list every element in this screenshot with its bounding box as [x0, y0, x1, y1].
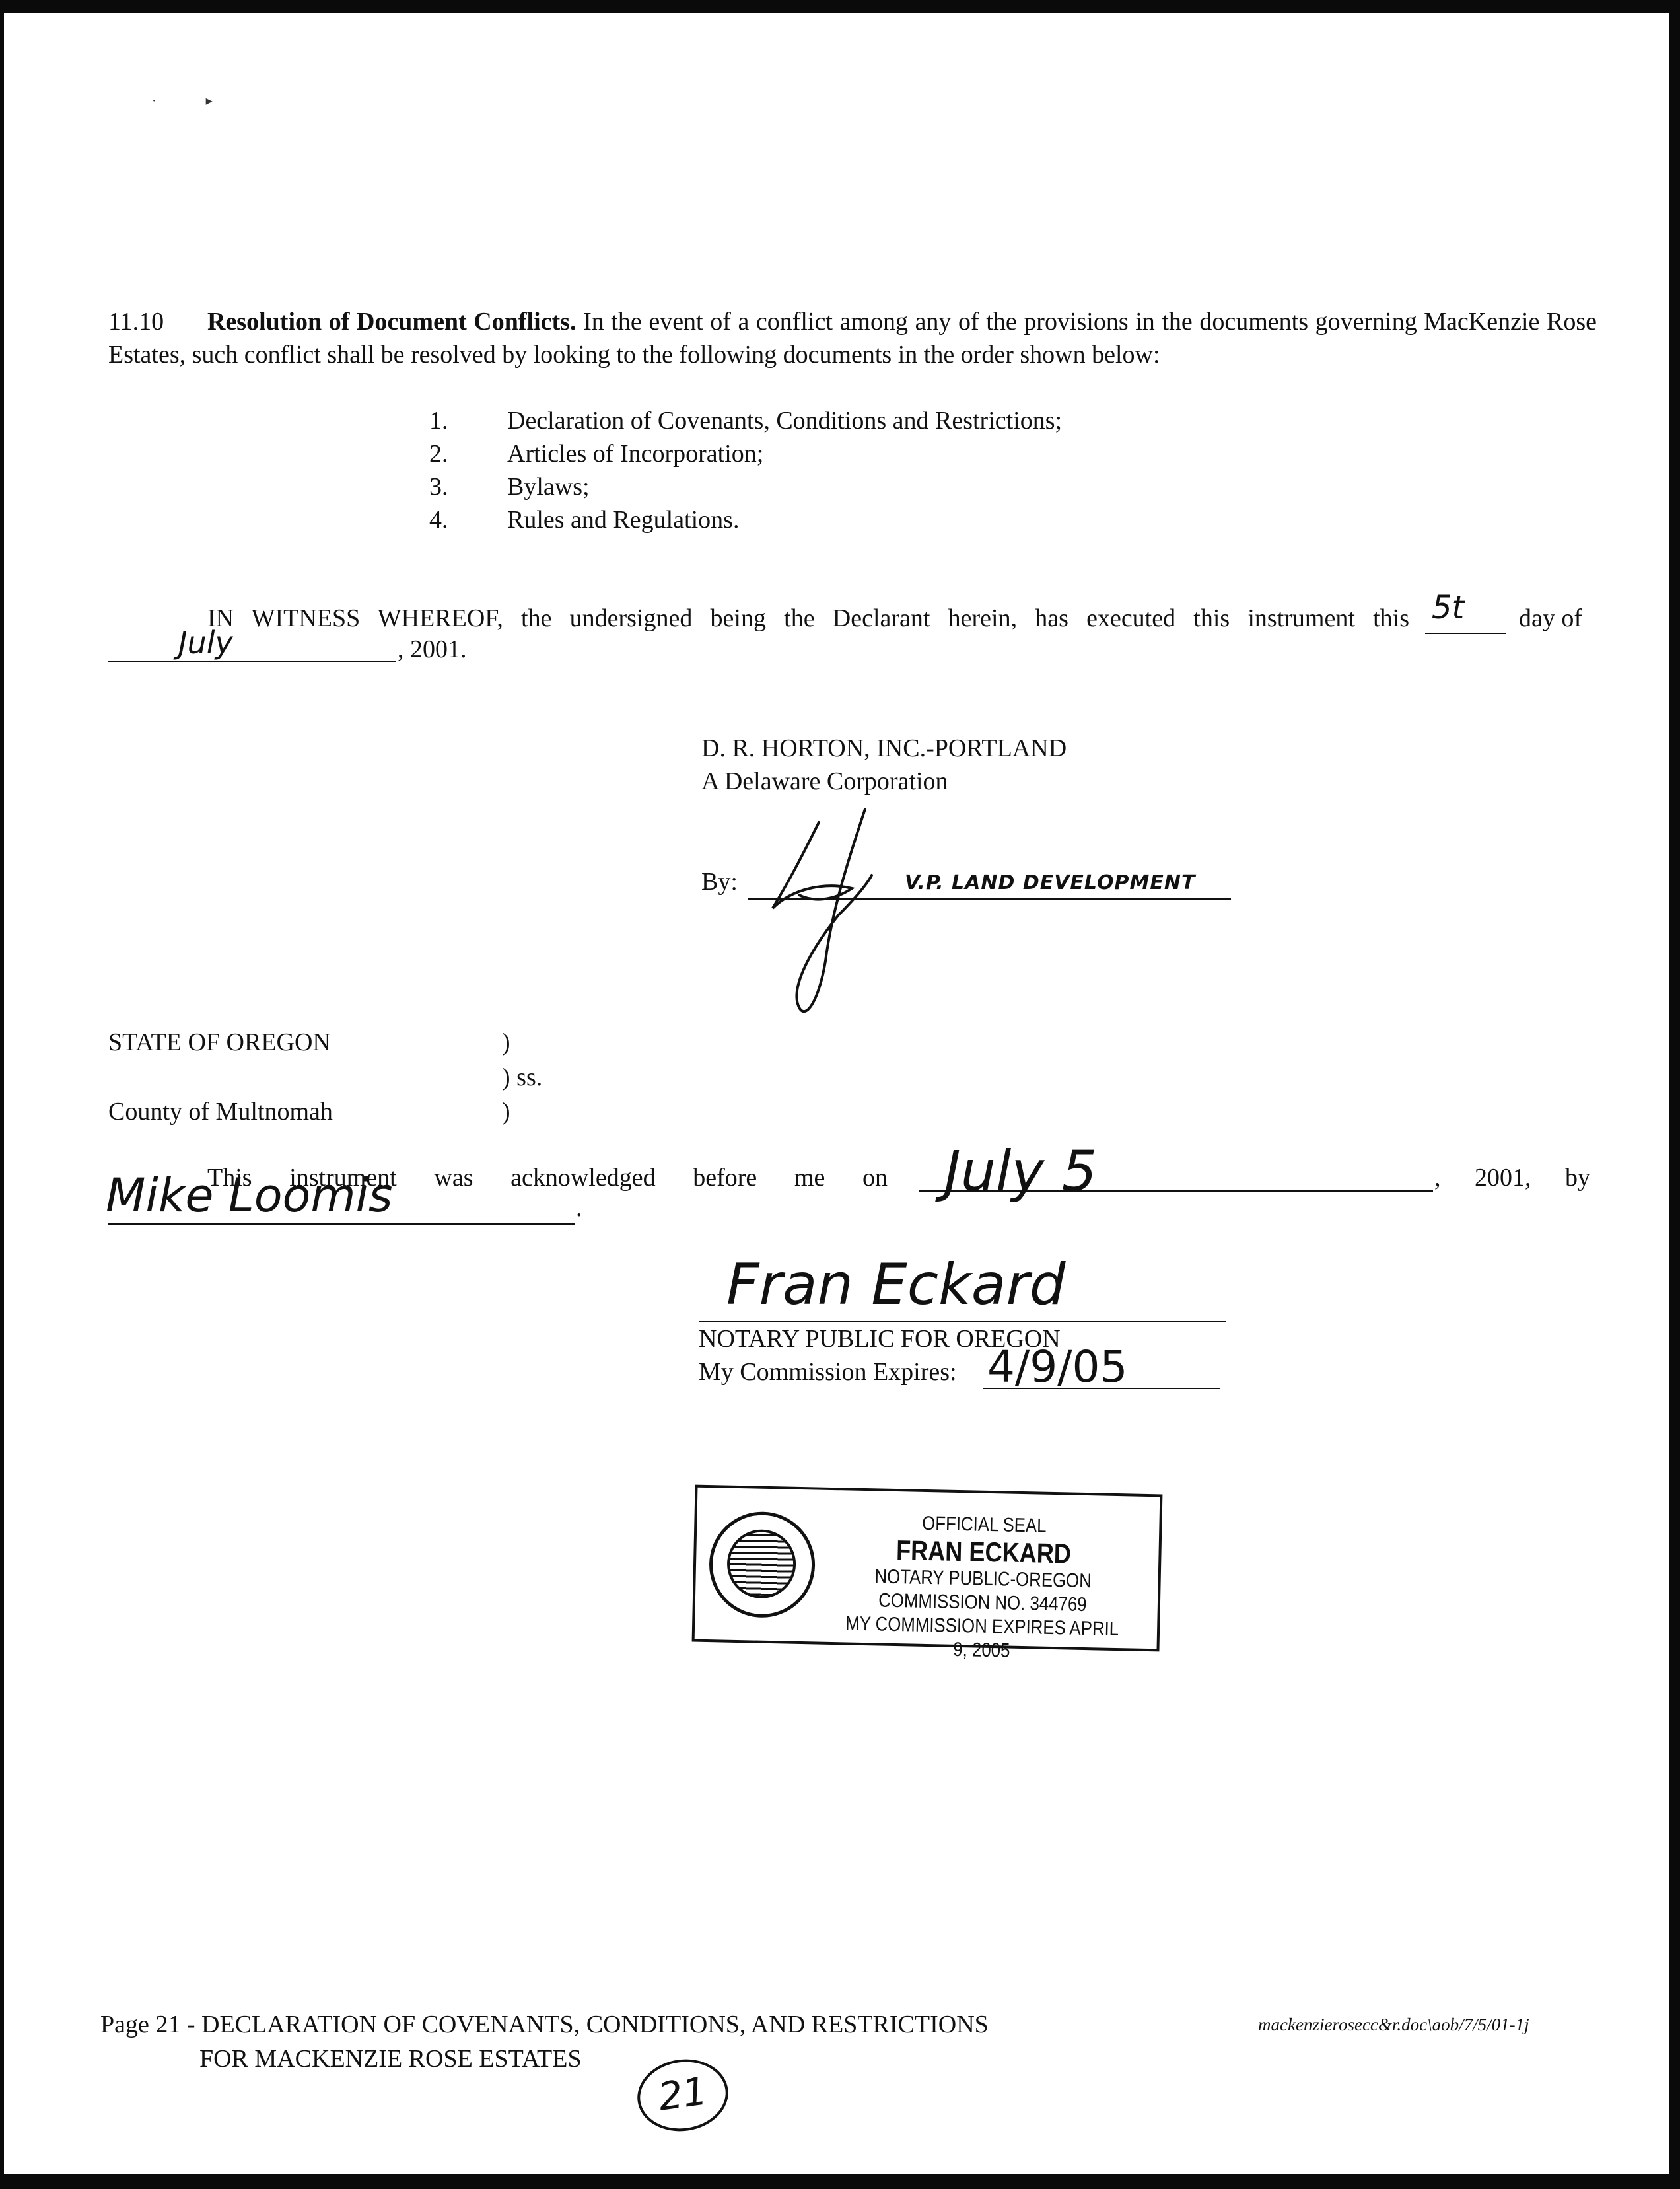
list-item: 1. Declaration of Covenants, Conditions and Restrictions; [429, 407, 1063, 435]
commission-date-handwritten: 4/9/05 [987, 1342, 1128, 1392]
declarant-signature [753, 803, 925, 1027]
declarant-type: A Delaware Corporation [701, 768, 948, 795]
scan-border-left [0, 0, 4, 2189]
venue-paren-3: ) [502, 1098, 510, 1126]
venue-paren-1: ) [502, 1028, 510, 1056]
scan-border-top [0, 0, 1680, 13]
notary-title: NOTARY PUBLIC FOR OREGON [699, 1325, 1061, 1353]
day-blank-line [1425, 633, 1506, 634]
footer-line-1: Page 21 - DECLARATION OF COVENANTS, CONDITIONS, AND RESTRICTIONS [100, 2011, 989, 2038]
venue-county: County of Multnomah [108, 1098, 333, 1126]
ack-signer-handwritten: Mike Loomis [106, 1168, 393, 1223]
month-blank-line [108, 661, 396, 662]
section-paragraph [108, 305, 1597, 371]
seal-line-1: OFFICIAL SEAL [921, 1512, 1047, 1537]
by-label: By: [701, 868, 738, 896]
declarant-name: D. R. HORTON, INC.-PORTLAND [701, 735, 1067, 762]
official-seal-stamp [692, 1485, 1163, 1662]
list-item: 4. Rules and Regulations. [429, 506, 740, 534]
ack-year-by: , 2001, by [1434, 1164, 1590, 1192]
file-reference: mackenzierosecc&r.doc\aob/7/5/01-1j [1258, 2015, 1529, 2034]
seal-line-5: MY COMMISSION EXPIRES APRIL 9, 2005 [845, 1612, 1119, 1662]
seal-line-3: NOTARY PUBLIC-OREGON [874, 1565, 1092, 1593]
acknowledgment-text: This instrument was acknowledged before me on [207, 1164, 888, 1192]
seal-line-2: FRAN ECKARD [895, 1534, 1072, 1569]
scan-border-bottom [0, 2174, 1680, 2189]
day-handwritten: 5t [1432, 589, 1465, 626]
section-body: In the event of a conflict among any of the provisions in the documents governing MacKenzie Rose Estates, such conflict shall be resolved by looking to the following documents in the order shown below: [108, 308, 1597, 369]
seal-line-4: COMMISSION NO. 344769 [878, 1589, 1087, 1616]
venue-ss: ) ss. [502, 1063, 543, 1091]
scan-border-right [1669, 0, 1680, 2189]
footer-line-2: FOR MACKENZIE ROSE ESTATES [199, 2045, 582, 2073]
page-number-circle [633, 2054, 733, 2137]
ack-period: . [576, 1194, 582, 1222]
ack-date-handwritten: July 5 [944, 1139, 1098, 1203]
seal-text [842, 1510, 1123, 1665]
state-seal-emblem-icon [708, 1511, 816, 1618]
section-number: 11.10 [108, 308, 164, 336]
list-item: 3. Bylaws; [429, 473, 590, 501]
document-priority-list [429, 404, 1062, 536]
notary-signature: Fran Eckard [726, 1252, 1066, 1318]
venue-state: STATE OF OREGON [108, 1028, 331, 1056]
section-title: Resolution of Document Conflicts. [207, 308, 577, 336]
list-item: 2. Articles of Incorporation; [429, 440, 764, 468]
month-handwritten: July [178, 625, 233, 661]
day-of-text: day of [1519, 604, 1583, 632]
page-number-handwritten: 21 [655, 2068, 711, 2120]
witness-year: , 2001. [398, 635, 467, 663]
witness-text: IN WITNESS WHEREOF, the undersigned being the Declarant herein, has executed this instrument this [207, 604, 1409, 632]
signer-title-handwritten: V.P. LAND DEVELOPMENT [905, 871, 1196, 894]
scan-specks: · ▸ [152, 94, 213, 108]
commission-label: My Commission Expires: [699, 1358, 957, 1386]
ack-signer-line [108, 1223, 575, 1225]
